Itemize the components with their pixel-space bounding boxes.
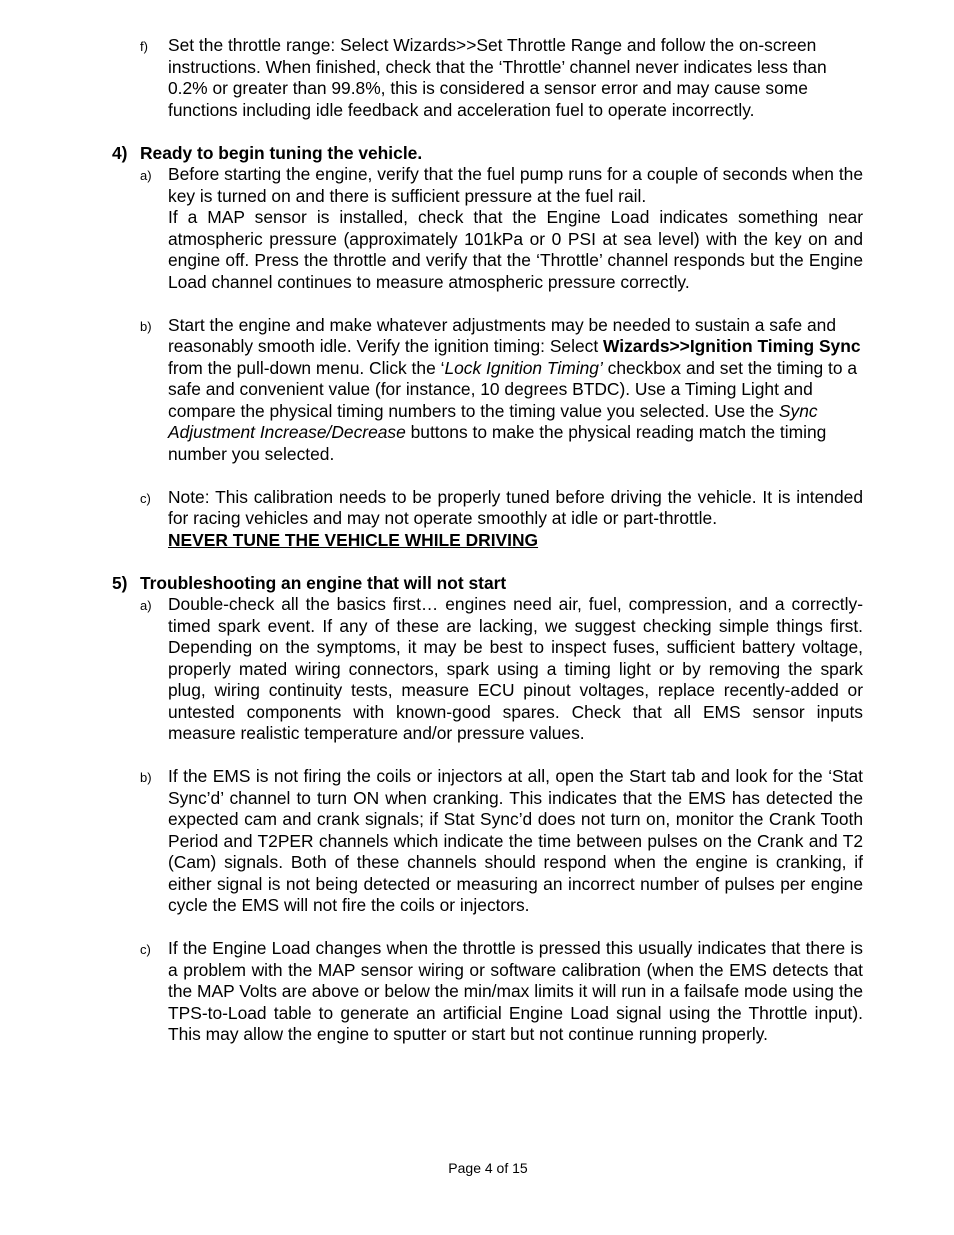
list-marker: b) (140, 318, 152, 334)
section-number: 4) (112, 142, 128, 163)
list-marker: a) (140, 168, 152, 183)
text: buttons to make the physical reading match the timing number you selected. (168, 422, 827, 464)
paragraph: Before starting the engine, verify that the fuel pump runs for a couple of seconds when the key is turned on and there is sufficient pressure at the fuel rail. (168, 164, 863, 206)
section-number: 5) (112, 572, 128, 593)
document-page (0, 35, 954, 1067)
text: from the pull-down menu. Click the ‘ (168, 357, 445, 378)
list-marker: c) (140, 942, 151, 957)
section-heading-5 (0, 573, 954, 595)
text: Start the engine and make whatever adjustments may be needed to sustain a safe and reasonably smooth idle. Verify the ignition timing: Select (168, 314, 837, 356)
paragraph: If the EMS is not firing the coils or injectors at all, open the Start tab and look for the ‘Stat Sync’d’ channel to turn ON when cranking. This indicates that the EMS has detected the expected cam and crank signals; if Stat Sync’d does not turn on, monitor the Crank Tooth Period and T2PER channels which indicate the time between pulses on the Crank and T2 (Cam) signals. Both of these channels should respond when the engine is cranking, if either signal is not being detected or measuring an incorrect number of pulses per engine cycle the EMS will not fire the coils or injectors. (168, 766, 863, 915)
paragraph: Note: This calibration needs to be properly tuned before driving the vehicle. It is intended for racing vehicles and may not operate smoothly at idle or part-throttle. (168, 486, 863, 528)
list-item-5b (0, 766, 863, 917)
section-title: Troubleshooting an engine that will not start (140, 572, 507, 593)
paragraph: Double-check all the basics first… engines need air, fuel, compression, and a correctly-timed spark event. If any of these are lacking, we suggest checking simple things first. Depending on the symptoms, it may be best to inspect fuses, sufficient battery voltage, properly mated wiring connectors, spark using a timing light or by removing the spark plug, wiring continuity tests, measure ECU pinout voltages, replace recently-added or untested components with known-good spares. Check that all EMS sensor inputs measure realistic temperature and/or pressure values. (168, 594, 863, 743)
list-marker: b) (140, 770, 152, 785)
checkbox-name: Lock Ignition Timing’ (444, 357, 603, 378)
paragraph: Set the throttle range: Select Wizards>>Set Throttle Range and follow the on-screen instructions. When finished, check that the ‘Throttle’ channel never indicates less than 0.2% or greater than 99.8%, this is considered a sensor error and may cause some functions including idle feedback and acceleration fuel to operate incorrectly. (168, 35, 827, 120)
list-marker: c) (140, 490, 151, 506)
section-title: Ready to begin tuning the vehicle. (140, 142, 423, 163)
list-marker: f) (140, 39, 148, 54)
paragraph: If the Engine Load changes when the throttle is pressed this usually indicates that there is a problem with the MAP sensor wiring or software calibration (when the EMS detects that the MAP Volts are above or below the min/max limits it will run in a failsafe mode using the TPS-to-Load table to generate an artificial Engine Load signal using the Throttle input). This may allow the engine to sputter or start but not continue running properly. (168, 938, 863, 1044)
warning-text: NEVER TUNE THE VEHICLE WHILE DRIVING (168, 529, 539, 550)
section-heading-4 (0, 143, 954, 165)
menu-path: Wizards>>Ignition Timing Sync (603, 336, 861, 356)
paragraph: If a MAP sensor is installed, check that the Engine Load indicates something near atmospheric pressure (approximately 101kPa or 0 PSI at sea level) with the key on and engine off. Press the throttle and verify that the ‘Throttle’ channel responds but the Engine Load channel continues to measure atmospheric pressure correctly. (168, 207, 863, 292)
paragraph (168, 315, 863, 466)
list-item-4c (0, 487, 863, 552)
text: checkbox and set the timing to a safe and convenient value (for instance, 10 degrees BTDC). Use a Timing Light and compare the physical timing numbers to the timing value you selected. Use the (168, 357, 858, 421)
list-marker: a) (140, 598, 152, 613)
list-item-5a (0, 594, 863, 745)
list-item-5c (0, 938, 863, 1046)
list-item-f (0, 35, 863, 121)
list-item-4a (0, 164, 863, 293)
button-names: Sync Adjustment Increase/Decrease (168, 400, 818, 442)
page-number: Page 4 of 15 (448, 1160, 528, 1176)
list-item-4b (0, 315, 863, 466)
